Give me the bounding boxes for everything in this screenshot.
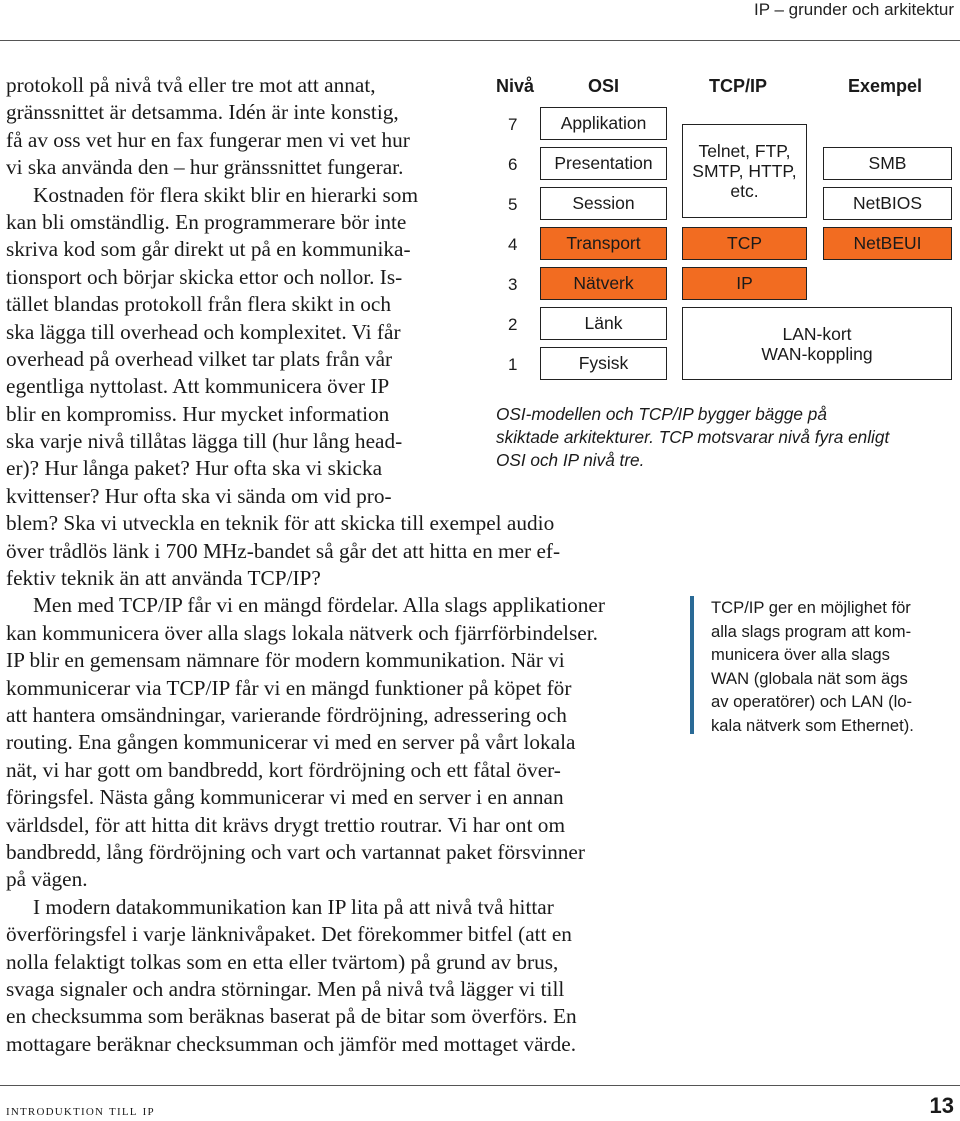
caption-line: OSI-modellen och TCP/IP bygger bägge på [496, 404, 827, 424]
body-line: ska lägga till overhead och komplexitet. Vi får [6, 319, 401, 344]
body-line: er)? Hur långa paket? Hur ofta ska vi skicka [6, 456, 383, 481]
running-head: IP – grunder och arkitektur [753, 0, 954, 19]
tcpip-app-line: Telnet, FTP, [698, 141, 791, 161]
layer-number: 6 [508, 155, 518, 174]
sidenote-line: alla slags program att kom- [711, 621, 912, 641]
header-osi: OSI [588, 76, 620, 96]
header-example: Exempel [848, 76, 923, 96]
body-line: vi ska använda den – hur gränssnittet fungerar. [6, 155, 404, 180]
sidenote-line: municera över alla slags [711, 645, 890, 665]
body-line: blem? Ska vi utveckla en teknik för att skicka till exempel audio [6, 511, 555, 536]
body-line: tionsport och börjar skicka ettor och nollor. Is- [6, 264, 403, 289]
sidenote-line: av operatörer) och LAN (lo- [711, 692, 913, 712]
body-line: nolla felaktigt tolkas som en etta eller tvärtom) på grund av brus, [6, 949, 559, 974]
osi-layer-presentation: Presentation [540, 147, 667, 180]
tcpip-network-box: IP [682, 267, 807, 300]
tcpip-app-line: etc. [730, 181, 759, 201]
osi-layer-link: Länk [540, 307, 667, 340]
layer-number: 5 [508, 195, 518, 214]
body-line: en checksumma som beräknas baserat på de bitar som överförs. En [6, 1004, 577, 1029]
osi-layer-transport: Transport [540, 227, 667, 260]
body-line: kommunicerar via TCP/IP får vi en mängd funktioner på köpet för [6, 675, 572, 700]
layer-number: 1 [508, 355, 518, 374]
osi-layer-network: Nätverk [540, 267, 667, 300]
example-netbeui-box: NetBEUI [823, 227, 952, 260]
header-level: Nivå [496, 76, 535, 96]
sidenote-line: kala nätverk som Ethernet). [711, 715, 914, 735]
body-line: ska varje nivå tillåtas lägga till (hur lång head- [6, 429, 403, 454]
body-line: över trådlös länk i 700 MHz-bandet så går det att hitta en mer ef- [6, 538, 561, 563]
osi-layer-physical: Fysisk [540, 347, 667, 380]
body-line: bandbredd, lång fördröjning och vart och vartannat paket försvinner [6, 839, 585, 864]
layer-number: 7 [508, 115, 518, 134]
figure-caption [496, 403, 956, 472]
link-line: LAN-kort [782, 323, 852, 344]
footer-rule [0, 1085, 960, 1086]
body-line: egentliga nyttolast. Att kommunicera över IP [6, 374, 390, 399]
body-line: överföringsfel i varje länknivåpaket. Det förekommer bitfel (att en [6, 922, 572, 947]
body-line: tället blandas protokoll från flera skikt in och [6, 292, 392, 317]
header-tcpip: TCP/IP [709, 76, 768, 96]
header-rule [0, 40, 960, 41]
body-line: nät, vi har gott om bandbredd, kort fördröjning och ett fåtal över- [6, 757, 561, 782]
tcpip-transport-box: TCP [682, 227, 807, 260]
sidenote-line: TCP/IP ger en möjlighet för [711, 598, 911, 617]
body-line: blir en kompromiss. Hur mycket information [6, 401, 390, 426]
osi-tcpip-figure [496, 76, 956, 396]
layer-number: 4 [508, 235, 518, 254]
body-line: routing. Ena gången kommunicerar vi med en server på vårt lokala [6, 730, 576, 755]
tcpip-app-line: SMTP, HTTP, [692, 161, 797, 181]
body-line: Kostnaden för flera skikt blir en hierarki som [33, 182, 419, 207]
osi-layer-session: Session [540, 187, 667, 220]
body-line: mottagare beräknar checksumman och jämför med mottaget värde. [6, 1031, 577, 1056]
body-line: kvittenser? Hur ofta ska vi sända om vid pro- [6, 483, 392, 508]
caption-line: OSI och IP nivå tre. [496, 450, 645, 470]
body-line: IP blir en gemensam nämnare för modern kommunikation. När vi [6, 648, 565, 673]
link-line: WAN-koppling [761, 343, 873, 364]
body-line: att hantera omsändningar, varierande fördröjning, adressering och [6, 702, 567, 727]
layer-number: 3 [508, 275, 518, 294]
body-line: fektiv teknik än att använda TCP/IP? [6, 566, 321, 591]
body-line: gränssnittet är detsamma. Idén är inte konstig, [6, 100, 399, 125]
body-line: protokoll på nivå två eller tre mot att annat, [6, 73, 376, 97]
body-line: skriva kod som går direkt ut på en kommunika- [6, 237, 411, 262]
sidenote-bar [690, 596, 694, 734]
body-line: kan bli omständlig. En programmerare bör inte [6, 209, 407, 234]
body-line: få av oss vet hur en fax fungerar men vi vet hur [6, 127, 410, 152]
sidenote-line: WAN (globala nät som ägs [711, 668, 908, 688]
layer-number: 2 [508, 315, 518, 334]
link-physical-box [682, 307, 952, 380]
sidenote [711, 596, 959, 738]
footer-label: introduktion till ip [6, 1103, 155, 1119]
body-line: på vägen. [6, 867, 88, 892]
caption-line: skiktade arkitekturer. TCP motsvarar nivå fyra enligt [496, 427, 890, 447]
osi-layer-application: Applikation [540, 107, 667, 140]
body-line: världsdel, för att hitta dit krävs drygt trettio routrar. Vi har ont om [6, 812, 566, 837]
body-line: I modern datakommunikation kan IP lita på att nivå två hittar [33, 894, 554, 919]
body-line: svaga signaler och andra störningar. Men på nivå två lägger vi till [6, 976, 565, 1001]
page-number: 13 [929, 1093, 954, 1118]
body-line: kan kommunicera över alla slags lokala nätverk och fjärrförbindelser. [6, 620, 598, 645]
tcpip-application-box [682, 124, 807, 218]
body-line: overhead på overhead vilket tar plats från vår [6, 346, 393, 371]
body-line: föringsfel. Nästa gång kommunicerar vi med en server i en annan [6, 785, 564, 810]
example-netbios-box: NetBIOS [823, 187, 952, 220]
example-smb-box: SMB [823, 147, 952, 180]
body-line: Men med TCP/IP får vi en mängd fördelar. Alla slags applikationer [33, 593, 605, 618]
